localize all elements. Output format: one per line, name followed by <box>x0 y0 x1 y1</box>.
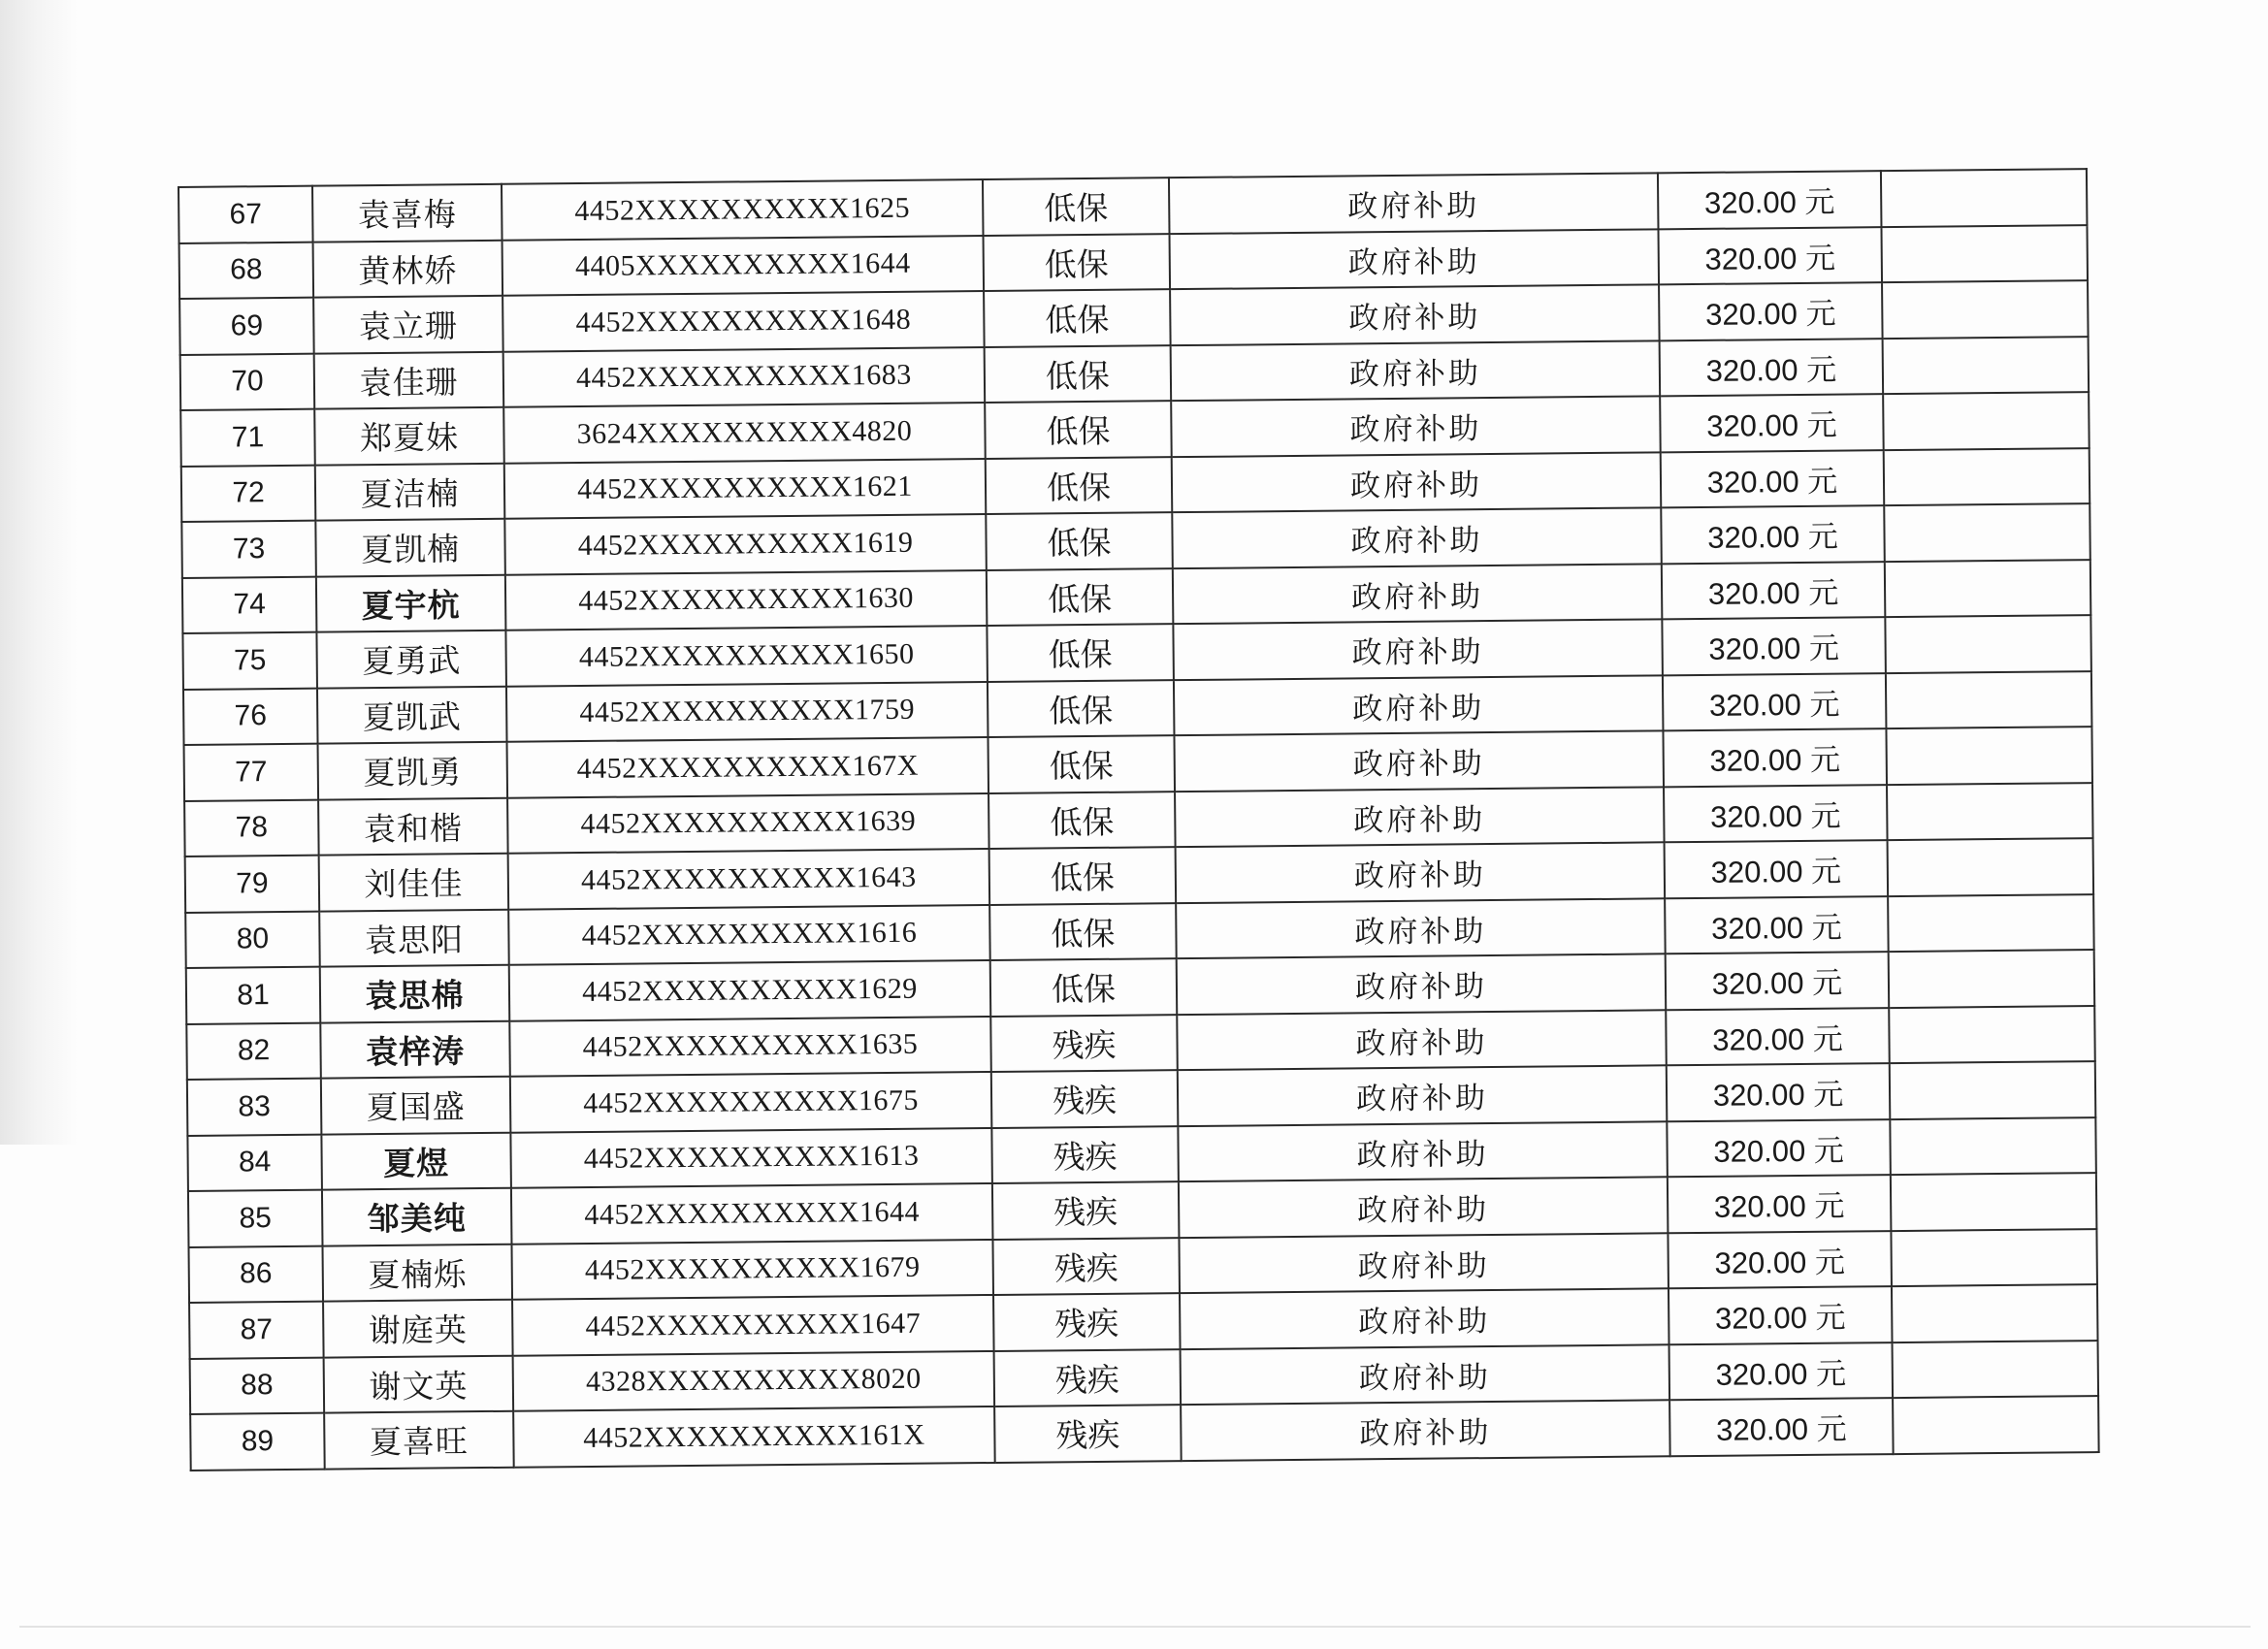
subsidy-amount: 320.00 元 <box>1669 1342 1894 1401</box>
row-number: 73 <box>181 521 316 578</box>
row-number: 68 <box>179 242 314 299</box>
remarks-cell <box>1892 1284 2098 1342</box>
subsidy-source: 政府补助 <box>1177 954 1667 1014</box>
subsidy-table <box>178 168 2100 1471</box>
row-number: 71 <box>180 409 315 467</box>
category: 低保 <box>988 792 1176 849</box>
recipient-name: 夏煜 <box>321 1132 511 1189</box>
subsidy-source: 政府补助 <box>1169 173 1659 233</box>
recipient-name: 袁思阳 <box>319 909 509 966</box>
category: 低保 <box>987 568 1174 626</box>
category: 低保 <box>989 847 1177 904</box>
subsidy-amount: 320.00 元 <box>1666 1008 1890 1066</box>
category: 低保 <box>988 735 1175 792</box>
scan-edge-shadow <box>0 0 78 1145</box>
id-number: 4452XXXXXXXXXX1625 <box>502 179 984 240</box>
id-number: 3624XXXXXXXXXX4820 <box>503 403 986 463</box>
id-number: 4452XXXXXXXXXX1639 <box>507 793 989 854</box>
row-number: 81 <box>186 967 321 1024</box>
id-number: 4452XXXXXXXXXX1759 <box>506 682 988 742</box>
subsidy-source: 政府补助 <box>1171 340 1661 401</box>
id-number: 4452XXXXXXXXXX1679 <box>511 1239 993 1299</box>
category: 残疾 <box>994 1405 1182 1462</box>
subsidy-source: 政府补助 <box>1179 1177 1669 1237</box>
scan-bottom-line <box>19 1626 2251 1628</box>
category: 低保 <box>984 234 1171 291</box>
row-number: 78 <box>184 799 319 857</box>
row-number: 84 <box>187 1134 322 1191</box>
id-number: 4452XXXXXXXXXX1644 <box>511 1183 993 1244</box>
category: 低保 <box>987 624 1174 681</box>
remarks-cell <box>1883 337 2090 395</box>
recipient-name: 夏宇杭 <box>316 574 506 631</box>
subsidy-source: 政府补助 <box>1173 619 1663 679</box>
recipient-name: 袁思棉 <box>320 965 510 1022</box>
subsidy-source: 政府补助 <box>1175 787 1665 847</box>
remarks-cell <box>1881 225 2088 283</box>
remarks-cell <box>1885 560 2091 618</box>
recipient-name: 夏国盛 <box>321 1077 511 1134</box>
category: 残疾 <box>993 1293 1181 1350</box>
id-number: 4452XXXXXXXXXX1621 <box>504 459 987 519</box>
subsidy-amount: 320.00 元 <box>1660 339 1884 397</box>
subsidy-amount: 320.00 元 <box>1666 952 1890 1010</box>
subsidy-source: 政府补助 <box>1170 284 1660 344</box>
id-number: 4452XXXXXXXXXX161X <box>513 1406 995 1467</box>
category: 低保 <box>989 903 1177 960</box>
category: 残疾 <box>991 1126 1179 1183</box>
subsidy-source: 政府补助 <box>1176 842 1666 902</box>
id-number: 4452XXXXXXXXXX1613 <box>510 1127 992 1187</box>
row-number: 79 <box>185 856 320 913</box>
subsidy-source: 政府补助 <box>1176 898 1666 958</box>
recipient-name: 谢庭英 <box>323 1300 513 1357</box>
subsidy-source: 政府补助 <box>1179 1233 1669 1293</box>
subsidy-amount: 320.00 元 <box>1665 896 1889 954</box>
subsidy-source: 政府补助 <box>1170 229 1660 289</box>
id-number: 4452XXXXXXXXXX1616 <box>508 904 990 964</box>
row-number: 76 <box>183 688 318 745</box>
row-number: 67 <box>178 186 313 243</box>
remarks-cell <box>1890 1061 2096 1119</box>
category: 残疾 <box>990 1015 1178 1072</box>
recipient-name: 郑夏妹 <box>314 407 504 465</box>
row-number: 82 <box>186 1022 321 1080</box>
remarks-cell <box>1885 615 2091 673</box>
recipient-name: 袁和楷 <box>318 797 508 855</box>
subsidy-amount: 320.00 元 <box>1663 673 1887 731</box>
subsidy-amount: 320.00 元 <box>1660 394 1884 452</box>
row-number: 89 <box>190 1413 325 1471</box>
remarks-cell <box>1888 894 2094 953</box>
subsidy-amount: 320.00 元 <box>1661 450 1885 508</box>
category: 低保 <box>986 512 1173 569</box>
recipient-name: 谢文英 <box>324 1355 514 1412</box>
id-number: 4452XXXXXXXXXX1630 <box>505 570 988 630</box>
id-number: 4328XXXXXXXXXX8020 <box>513 1350 995 1410</box>
subsidy-amount: 320.00 元 <box>1668 1231 1892 1289</box>
subsidy-source: 政府补助 <box>1177 1010 1667 1070</box>
remarks-cell <box>1886 727 2092 785</box>
recipient-name: 夏喜旺 <box>324 1411 514 1469</box>
remarks-cell <box>1881 169 2088 227</box>
row-number: 80 <box>185 911 320 968</box>
subsidy-source: 政府补助 <box>1171 396 1661 456</box>
row-number: 74 <box>182 576 317 633</box>
remarks-cell <box>1887 783 2093 841</box>
subsidy-table-wrapper <box>178 168 2100 1471</box>
subsidy-table-body <box>178 169 2099 1470</box>
category: 低保 <box>990 958 1178 1016</box>
subsidy-amount: 320.00 元 <box>1661 505 1885 564</box>
subsidy-source: 政府补助 <box>1174 730 1664 791</box>
row-number: 77 <box>184 744 319 801</box>
subsidy-amount: 320.00 元 <box>1658 227 1882 285</box>
remarks-cell <box>1883 392 2090 450</box>
recipient-name: 夏勇武 <box>316 630 506 688</box>
recipient-name: 袁立珊 <box>313 296 503 353</box>
row-number: 70 <box>180 353 315 410</box>
recipient-name: 夏楠烁 <box>322 1244 512 1301</box>
id-number: 4452XXXXXXXXXX1675 <box>510 1072 992 1132</box>
category: 低保 <box>988 680 1175 737</box>
recipient-name: 袁喜梅 <box>312 184 502 242</box>
id-number: 4452XXXXXXXXXX1650 <box>505 626 988 686</box>
remarks-cell <box>1889 950 2095 1008</box>
recipient-name: 夏凯勇 <box>318 742 508 799</box>
id-number: 4452XXXXXXXXXX1683 <box>503 347 986 407</box>
row-number: 86 <box>188 1245 323 1303</box>
row-number: 88 <box>190 1357 325 1414</box>
subsidy-amount: 320.00 元 <box>1669 1286 1893 1344</box>
category: 低保 <box>984 289 1171 346</box>
remarks-cell <box>1882 280 2089 339</box>
subsidy-amount: 320.00 元 <box>1667 1063 1891 1121</box>
row-number: 87 <box>189 1302 324 1359</box>
id-number: 4452XXXXXXXXXX1643 <box>508 849 990 909</box>
subsidy-amount: 320.00 元 <box>1662 562 1886 620</box>
id-number: 4452XXXXXXXXXX1629 <box>509 960 991 1020</box>
recipient-name: 夏凯武 <box>317 686 507 743</box>
subsidy-amount: 320.00 元 <box>1665 840 1889 898</box>
id-number: 4452XXXXXXXXXX167X <box>507 737 989 797</box>
remarks-cell <box>1891 1229 2097 1287</box>
remarks-cell <box>1889 1006 2095 1064</box>
recipient-name: 袁梓涛 <box>320 1020 510 1078</box>
recipient-name: 夏凯楠 <box>315 519 505 576</box>
subsidy-source: 政府补助 <box>1180 1288 1669 1348</box>
id-number: 4452XXXXXXXXXX1648 <box>502 291 985 351</box>
subsidy-source: 政府补助 <box>1181 1400 1670 1460</box>
subsidy-source: 政府补助 <box>1181 1344 1670 1405</box>
subsidy-amount: 320.00 元 <box>1659 282 1883 340</box>
row-number: 72 <box>181 465 316 522</box>
id-number: 4452XXXXXXXXXX1619 <box>504 514 987 574</box>
remarks-cell <box>1893 1341 2099 1399</box>
remarks-cell <box>1888 838 2094 896</box>
category: 残疾 <box>991 1070 1179 1127</box>
subsidy-source: 政府补助 <box>1178 1065 1668 1125</box>
subsidy-amount: 320.00 元 <box>1658 171 1882 229</box>
row-number: 83 <box>187 1079 322 1136</box>
subsidy-source: 政府补助 <box>1173 564 1663 624</box>
subsidy-source: 政府补助 <box>1178 1121 1668 1181</box>
recipient-name: 夏洁楠 <box>315 463 505 520</box>
recipient-name: 黄林娇 <box>313 240 503 297</box>
id-number: 4452XXXXXXXXXX1635 <box>509 1016 991 1076</box>
id-number: 4452XXXXXXXXXX1647 <box>512 1295 994 1355</box>
subsidy-amount: 320.00 元 <box>1662 617 1886 675</box>
row-number: 75 <box>182 632 317 690</box>
category: 残疾 <box>994 1349 1182 1406</box>
remarks-cell <box>1890 1117 2096 1176</box>
remarks-cell <box>1893 1396 2099 1454</box>
remarks-cell <box>1886 671 2092 729</box>
remarks-cell <box>1891 1173 2097 1231</box>
subsidy-source: 政府补助 <box>1172 507 1662 567</box>
recipient-name: 刘佳佳 <box>319 854 509 911</box>
recipient-name: 邹美纯 <box>322 1188 512 1245</box>
category: 残疾 <box>992 1238 1180 1295</box>
category: 残疾 <box>992 1181 1180 1239</box>
recipient-name: 袁佳珊 <box>314 351 504 408</box>
subsidy-amount: 320.00 元 <box>1668 1175 1892 1233</box>
remarks-cell <box>1884 503 2090 562</box>
subsidy-source: 政府补助 <box>1172 452 1662 512</box>
category: 低保 <box>985 345 1172 403</box>
remarks-cell <box>1884 448 2090 506</box>
subsidy-amount: 320.00 元 <box>1664 785 1888 843</box>
category: 低保 <box>983 178 1170 235</box>
category: 低保 <box>986 457 1173 514</box>
id-number: 4405XXXXXXXXXX1644 <box>502 236 985 296</box>
row-number: 85 <box>188 1190 323 1247</box>
subsidy-source: 政府补助 <box>1174 675 1664 735</box>
subsidy-amount: 320.00 元 <box>1663 728 1887 787</box>
subsidy-amount: 320.00 元 <box>1669 1398 1894 1456</box>
row-number: 69 <box>179 298 314 355</box>
category: 低保 <box>985 401 1172 458</box>
subsidy-amount: 320.00 元 <box>1667 1119 1891 1178</box>
